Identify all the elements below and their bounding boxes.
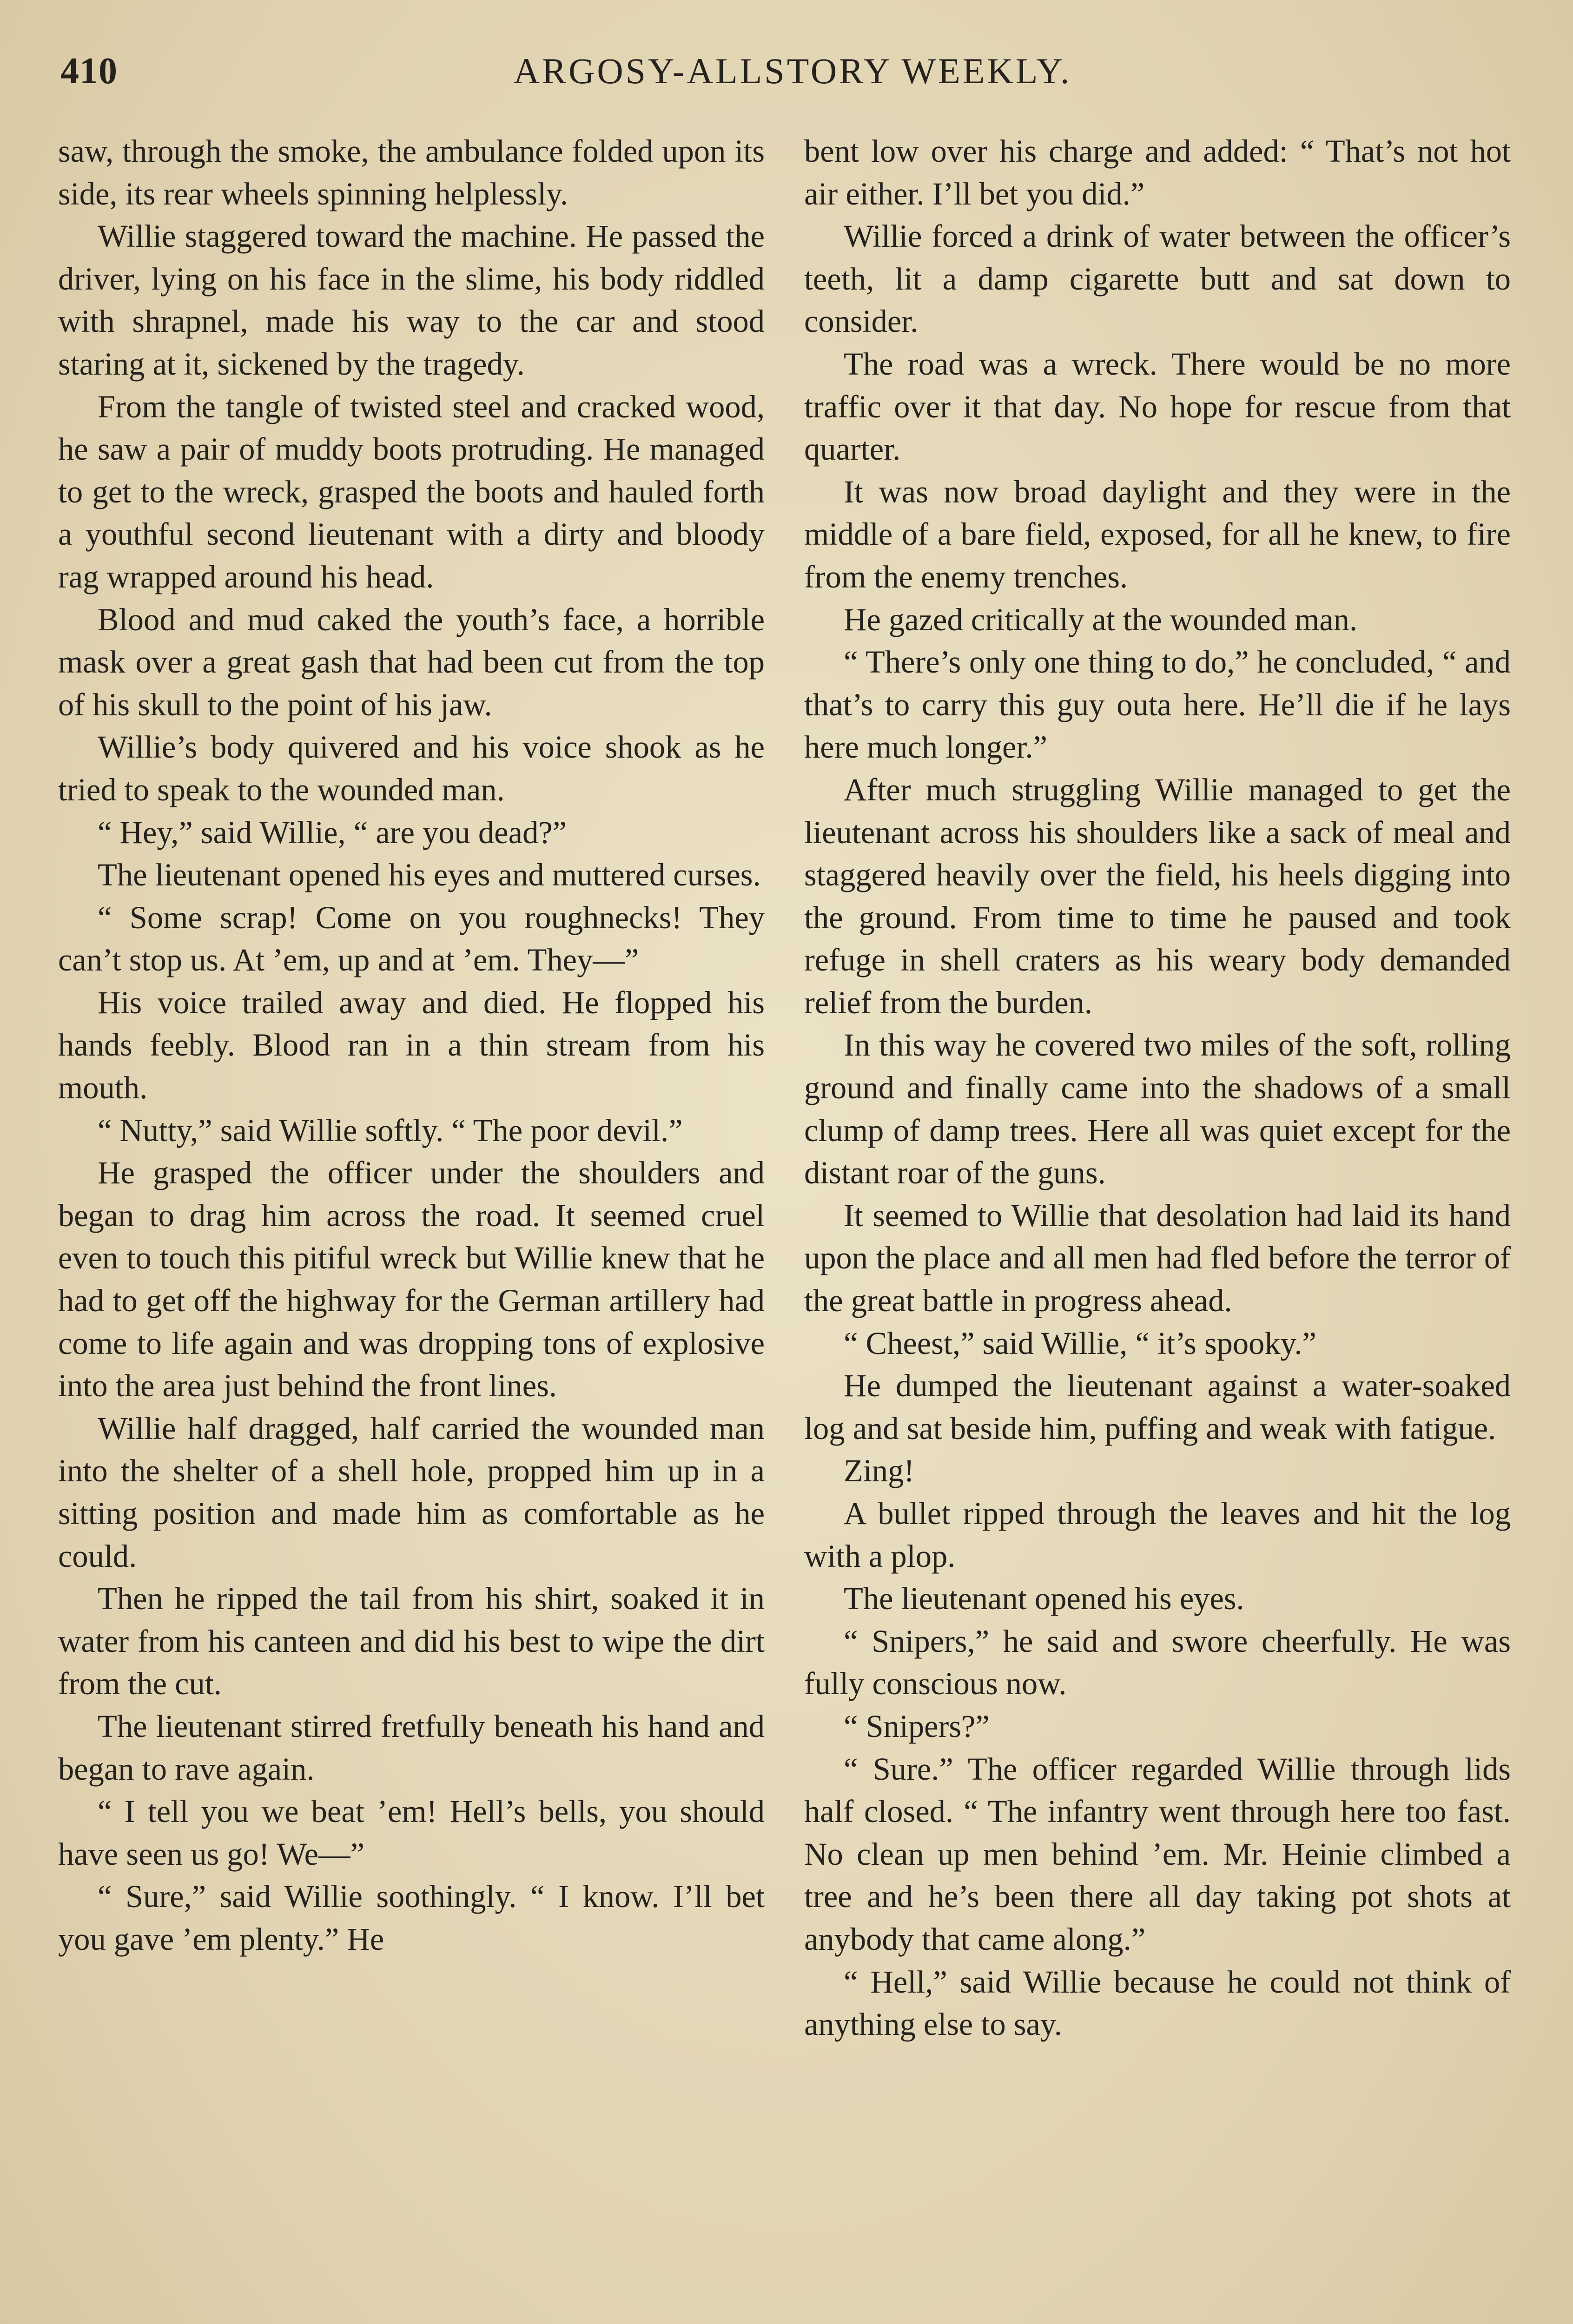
paragraph: “ Sure,” said Willie soothingly. “ I know. I’ll bet you gave ’em plenty.” He [58,1879,765,1957]
paragraph: The lieutenant stirred fretfully beneath his hand and began to rave again. [58,1708,765,1787]
paragraph: After much struggling Willie managed to get the lieutenant across his shoulders like a sack of meal and staggered heavily over the field, his heels digging into the ground. From time to time he paused and took refuge in shell craters as his weary body demanded relief from the burden. [804,772,1511,1020]
paragraph: He grasped the officer under the shoulders and began to drag him across the road. It seemed cruel even to touch this pitiful wreck but Willie knew that he had to get off the highway for the German artillery had come to life again and was dropping tons of explosive into the area just behind the front lines. [58,1155,765,1404]
paragraph: It was now broad daylight and they were in the middle of a bare field, exposed, for all he knew, to fire from the enemy trenches. [804,474,1511,594]
paragraph: He dumped the lieutenant against a water-soaked log and sat beside him, puffing and weak with fatigue. [804,1368,1511,1446]
text-column-left [58,130,765,1961]
paragraph: It seemed to Willie that desolation had laid its hand upon the place and all men had fled before the terror of the great battle in progress ahead. [804,1197,1511,1319]
paragraph: “ Sure.” The officer regarded Willie through lids half closed. “ The infantry went through here too fast. No clean up men behind ’em. Mr. Heinie climbed a tree and he’s been there all day taking pot shots at anybody that came along.” [804,1751,1511,1957]
page-header [60,50,1525,101]
paragraph: The road was a wreck. There would be no more traffic over it that day. No hope for rescue from that quarter. [804,346,1511,467]
paragraph: Willie’s body quivered and his voice shook as he tried to speak to the wounded man. [58,729,765,807]
paragraph: Blood and mud caked the youth’s face, a horrible mask over a great gash that had been cut from the top of his skull to the point of his jaw. [58,601,765,722]
paragraph: In this way he covered two miles of the soft, rolling ground and finally came into the shadows of a small clump of damp trees. Here all was quiet except for the distant roar of the guns. [804,1027,1511,1191]
paragraph: Willie staggered toward the machine. He passed the driver, lying on his face in the slime, his body riddled with shrapnel, made his way to the car and stood staring at it, sickened by the tragedy. [58,218,765,382]
paragraph: “ Nutty,” said Willie softly. “ The poor devil.” [98,1112,683,1148]
paragraph: bent low over his charge and added: “ That’s not hot air either. I’ll bet you did.” [804,133,1511,211]
paragraph: saw, through the smoke, the ambulance folded upon its side, its rear wheels spinning helplessly. [58,133,765,211]
running-title: ARGOSY-ALLSTORY WEEKLY. [513,51,1072,91]
page-number: 410 [60,51,118,92]
paragraph: The lieutenant opened his eyes. [844,1581,1244,1617]
text-column-right [804,130,1511,2046]
paragraph: “ Hell,” said Willie because he could not think of anything else to say. [804,1964,1511,2042]
paragraph: “ Cheest,” said Willie, “ it’s spooky.” [844,1325,1316,1361]
paragraph: Then he ripped the tail from his shirt, soaked it in water from his canteen and did his best to wipe the dirt from the cut. [58,1581,765,1702]
paragraph: “ Hey,” said Willie, “ are you dead?” [98,814,567,850]
paragraph: He gazed critically at the wounded man. [844,601,1358,637]
paragraph: The lieutenant opened his eyes and muttered curses. [98,857,761,893]
paragraph: “ I tell you we beat ’em! Hell’s bells, you should have seen us go! We—” [58,1794,765,1872]
paragraph: Willie forced a drink of water between the officer’s teeth, lit a damp cigarette butt and sat down to consider. [804,218,1511,339]
paragraph: From the tangle of twisted steel and cracked wood, he saw a pair of muddy boots protruding. He managed to get to the wreck, grasped the boots and hauled forth a youthful second lieutenant with a dirty and bloody rag wrapped around his head. [58,389,765,594]
paragraph: “ There’s only one thing to do,” he concluded, “ and that’s to carry this guy outa here. He’ll die if he lays here much longer.” [804,644,1511,765]
paragraph: “ Some scrap! Come on you roughnecks! They can’t stop us. At ’em, up and at ’em. They—” [58,899,765,978]
paragraph: A bullet ripped through the leaves and hit the log with a plop. [804,1496,1511,1574]
paragraph: “ Snipers?” [844,1708,990,1744]
paragraph: Zing! [844,1453,915,1489]
paragraph: Willie half dragged, half carried the wounded man into the shelter of a shell hole, propped him up in a sitting position and made him as comfortable as he could. [58,1410,765,1574]
paragraph: His voice trailed away and died. He flopped his hands feebly. Blood ran in a thin stream from his mouth. [58,984,765,1106]
paragraph: “ Snipers,” he said and swore cheerfully. He was fully conscious now. [804,1623,1511,1702]
